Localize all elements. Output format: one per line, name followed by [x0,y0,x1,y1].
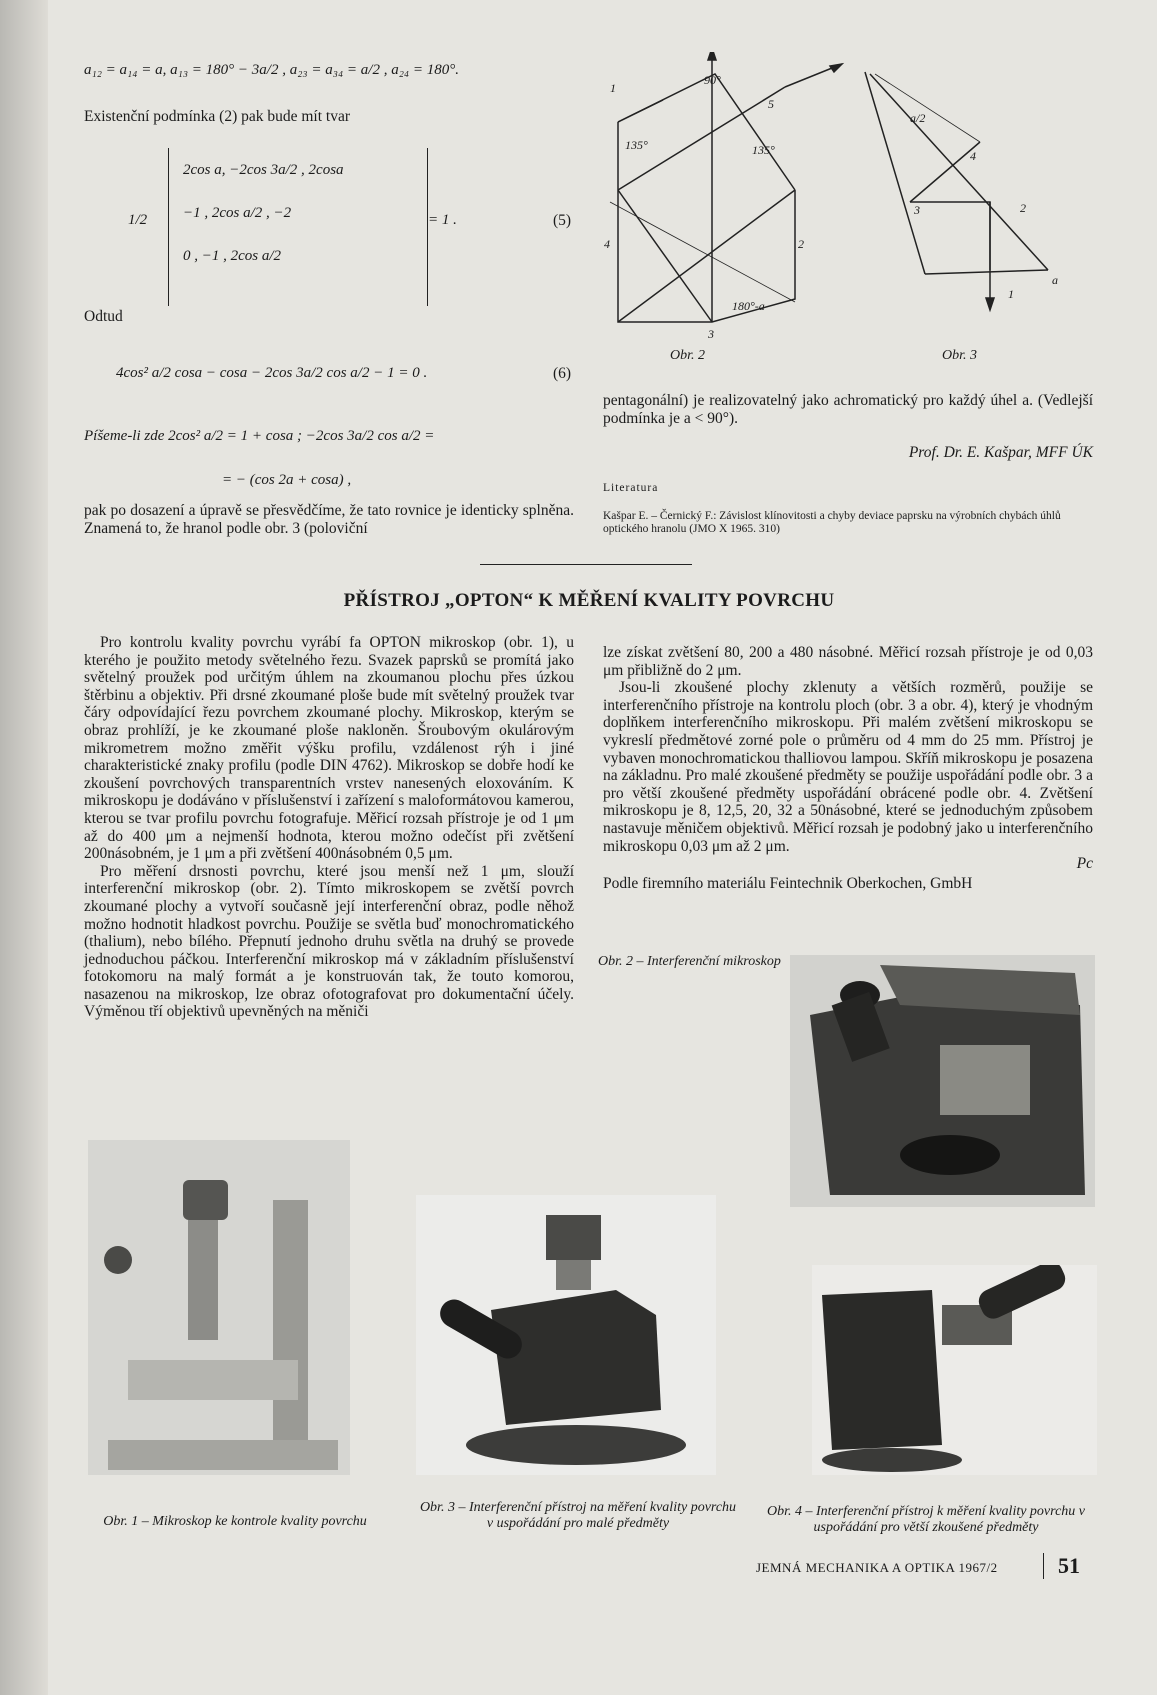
obr3-label-2: 2 [1020,201,1026,215]
equation-5-number: (5) [553,212,572,229]
col1-paragraph-2: Pro měření drsnosti povrchu, které jsou menší než 1 μm, slouží interferenční mikroskop (obr. 2). Tímto mikroskopem se zvětší povrch zkoumané plochy a vytvoří současně její interferenční obraz, podle něhož možno hodnotit hladkost povrchu. Použije se světla buď monochromatického (thalium), nebo bílého. Přepnutí jednoho druhu světla na druhý se provede jednoduchou páčkou. Interferenční mikroskop má v základním příslušenství fotokomoru na malý formát a je konstruován tak, že touto komorou, nasazenou na mikroskop, lze obraz ofotografovat pro dokumentační účely. Výměnou tří objektivů upevněných na měniči [84,862,574,1021]
equation-alphas: a₁₂ = a₁₄ = a, a₁₃ = 180° − 3a/2 , a₂₃ = a₃₄ = a/2 , a₂₄ = 180°. [84,62,460,78]
column-2 [603,644,1093,892]
obr2-label-3: 3 [708,327,714,341]
obr2-label-90: 90° [704,73,721,87]
obr3-label-1: 1 [1008,287,1014,301]
article-title-wrap [84,590,1094,612]
photo-instrument-obr4 [812,1265,1097,1475]
obr3-label-a: a [1052,273,1058,287]
obr3-diagram [865,72,1048,310]
odtud-label: Odtud [84,308,123,325]
obr2-diagonal-1 [618,190,795,322]
obr2-caption: Obr. 2 [670,348,706,363]
col2-paragraph-1: lze získat zvětšení 80, 200 a 480 násobné. Měřicí rozsah přístroje je od 0,03 μm přibližně do 2 μm. [603,644,1093,679]
obr2-label-180: 180°-a [732,299,765,313]
photo-microscope-obr1 [88,1140,350,1475]
footer-journal: JEMNÁ MECHANIKA A OPTIKA 1967/2 [756,1560,998,1575]
determinant-equation [128,148,588,308]
det-equals: = 1 . [428,212,457,228]
col2-paragraph-2: Jsou-li zkoušené plochy zklenuty a větších rozměrů, použije se interferenčního přístroje na kontrolu ploch (obr. 3 a obr. 4), který je vhodným doplňkem interferenčního mikroskopu. Při malém zvětšení mikroskopu se vykreslí předmětové zorné pole o průměru od 4 mm do 25 mm. Přístroj je vybaven monochromatickou thalliovou lampou. Skříň mikroskopu je posazena na základnu. Pro malé zkoušené předměty se použije uspořádání podle obr. 3 a pro větší zkoušené předměty uspořádání obrácené podle obr. 4. Zvětšení mikroskopu je 8, 12,5, 20, 32 a 50násobné, které se jednoduchým způsobem nastavuje měničem objektivů. Měřicí rozsah je podobný jako u interferenčního mikroskopu 0,03 μm až 2 μm. [603,679,1093,855]
obr2-label-2: 2 [798,237,804,251]
paragraph-end: pak po dosazení a úpravě se přesvědčíme, že tato rovnice je identicky splněna. Znamená to, že hranol podle obr. 3 (poloviční [84,502,574,537]
footer-separator [1043,1553,1044,1579]
separator-rule [480,564,692,565]
obr3-label-half-a: a/2 [910,111,926,125]
photo-caption-obr1: Obr. 1 – Mikroskop ke kontrole kvality povrchu [103,1514,367,1529]
page-edge-shadow [0,0,48,1695]
footer-page-number: 51 [1058,1553,1080,1578]
column-1 [84,634,574,1021]
equation-6: 4cos² a/2 cosa − cosa − 2cos 3a/2 cos a/2 − 1 = 0 . [116,365,428,381]
obr3-label-4: 4 [970,149,976,163]
prism-diagrams [600,52,1110,362]
article-title: PŘÍSTROJ „OPTON“ K MĚŘENÍ KVALITY POVRCHU [343,590,835,611]
obr2-label-135a: 135° [625,138,648,152]
col2-source: Podle firemního materiálu Feintechnik Oberkochen, GmbH [603,874,973,892]
det-prefix: 1/2 [128,212,148,228]
obr3-caption: Obr. 3 [942,348,978,363]
obr3-label-3: 3 [914,203,920,217]
det-row-1: 2cos a, −2cos 3a/2 , 2cosa [183,162,344,178]
piseme-line: Píšeme-li zde 2cos² a/2 = 1 + cosa ; −2cos 3a/2 cos a/2 = [84,428,435,444]
det-row-3: 0 , −1 , 2cos a/2 [183,248,282,264]
obr2-ray-1 [618,190,712,322]
photo-interference-microscope [790,955,1095,1207]
author: Prof. Dr. E. Kašpar, MFF ÚK [908,444,1093,461]
photo-caption-obr2: Obr. 2 – Interferenční mikroskop [598,954,781,969]
literature-title: Literatura [603,482,659,494]
col1-paragraph-1: Pro kontrolu kvality povrchu vyrábí fa OPTON mikroskop (obr. 1), u kterého je použito metody světelného řezu. Svazek paprsků se promítá jako světelný proužek pod určitým úhlem na zkoumanou plochu přes úzkou štěrbinu a objektiv. Při drsné zkoumané ploše bude mít světelný proužek tvar čáry odpovídající řezu povrchem zkoumané plochy. Mikroskop, kterým se obraz prohlíží, je ke zkoumané ploše nakloněn. Šroubovým okulárovým mikrometrem možno změřit výšku profilu, vzdálenost rýh i jiné charakteristické znaky profilu (podle DIN 4762). Mikroskop se dobře hodí ke zkoušení povrchových transparentních vrstev nanesených eloxováním. K mikroskopu je dodáváno v příslušenství i zařízení s maloformátovou kamerou, kterou se tvar profilu povrchu fotografuje. Měřicí rozsah přístroje je od 1 μm až do 400 μm a nejmenší hodnota, kterou možno odečíst při zvětšení 200násobném, je 1 μm a při zvětšení 400násobném 0,5 μm. [84,634,574,863]
right-top-paragraph: pentagonální) je realizovatelný jako achromatický pro každý úhel a. (Vedlejší podmínka je a < 90°). [603,392,1093,427]
obr2-label-135b: 135° [752,143,775,157]
det-row-2: −1 , 2cos a/2 , −2 [183,205,292,221]
col2-sign: Pc [1076,855,1093,873]
existence-line: Existenční podmínka (2) pak bude mít tvar [84,108,351,125]
photo-caption-obr4: Obr. 4 – Interferenční přístroj k měření kvality povrchu v uspořádání pro větší zkoušené předměty [766,1504,1086,1535]
obr2-label-1: 1 [610,81,616,95]
determinant [168,148,428,306]
obr2-label-5: 5 [768,97,774,111]
obr2-outline-top [618,74,795,190]
photo-instrument-obr3 [416,1195,716,1475]
literature-ref: Kašpar E. – Černický F.: Závislost klínovitosti a chyby deviace paprsku na výrobních chybách úhlů optického hranolu (JMO X 1965. 310) [603,510,1061,535]
equation-6-number: (6) [553,365,572,382]
obr2-diagram [610,52,842,322]
obr2-label-4: 4 [604,237,610,251]
photo-caption-obr3: Obr. 3 – Interferenční přístroj na měření kvality povrchu v uspořádání pro malé předměty [419,1500,737,1531]
equation-continuation: = − (cos 2a + cosa) , [222,472,352,488]
